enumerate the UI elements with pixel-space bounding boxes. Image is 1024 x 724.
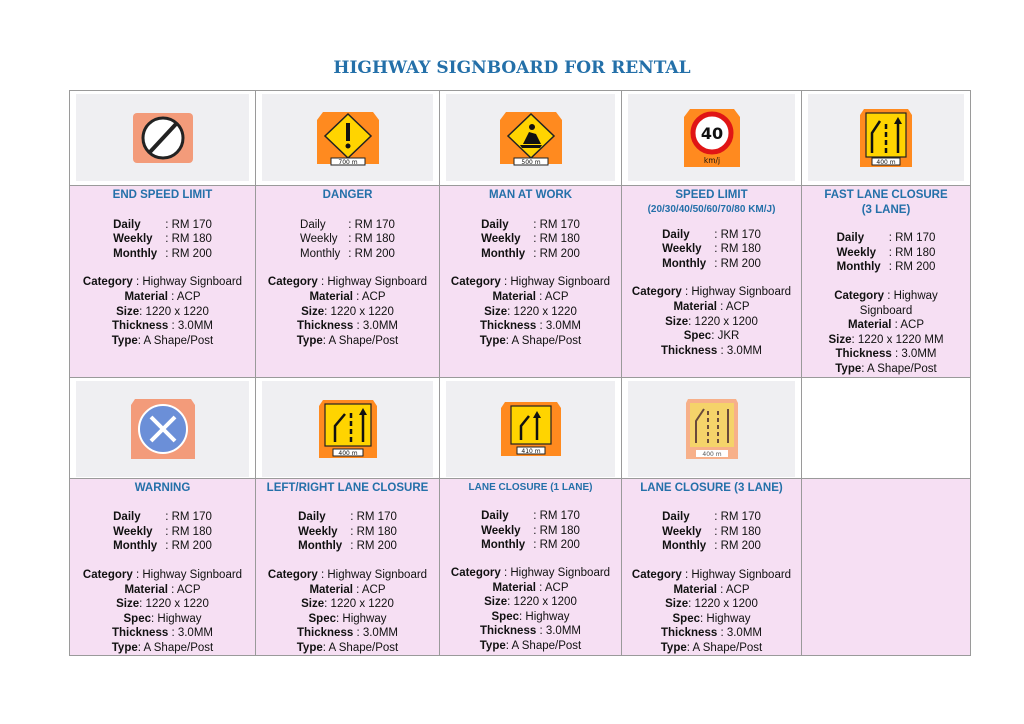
spec-label: Thickness: [297, 627, 354, 640]
spec-value: : 1220 x 1220: [324, 598, 394, 611]
price-value: : RM 170: [533, 510, 580, 523]
item-name: LANE CLOSURE (1 LANE): [468, 481, 593, 493]
card-image-end-speed-limit: [70, 91, 256, 186]
price-value: : RM 200: [165, 540, 212, 553]
price-list: [662, 228, 761, 272]
spec-label: Material: [492, 290, 536, 303]
spec-label: Thickness: [661, 344, 718, 357]
price-value: : RM 180: [165, 525, 212, 538]
item-subtitle: (3 LANE): [861, 203, 911, 216]
spec-label: Material: [673, 583, 717, 596]
spec-label: Category: [82, 568, 133, 581]
spec-label: Thickness: [835, 348, 892, 361]
lane-closure-1-icon: [499, 400, 563, 458]
price-value: : RM 180: [348, 233, 395, 246]
price-label: Daily: [481, 218, 509, 231]
price-value: : RM 200: [533, 539, 580, 552]
spec-value: : ACP: [352, 290, 386, 303]
spec-label: Type: [660, 641, 687, 654]
spec-value: : Highway Signboard: [500, 566, 611, 579]
spec-label: Material: [124, 583, 168, 596]
spec-list: [440, 566, 621, 654]
price-label: Daily: [298, 511, 326, 524]
item-subtitle: (20/30/40/50/60/70/80 KM/J): [647, 203, 776, 215]
spec-value: : 3.0MM: [891, 348, 937, 361]
distance-plate: 500 m: [520, 158, 541, 166]
spec-value: : Highway Signboard: [132, 568, 243, 581]
price-label: Daily: [113, 218, 141, 231]
spec-value: : ACP: [716, 300, 750, 313]
distance-plate: 700 m: [337, 158, 358, 166]
spec-value: : 3.0MM: [536, 320, 581, 333]
spec-value: : A Shape/Post: [137, 334, 214, 347]
price-label: Weekly: [481, 524, 521, 537]
price-list: [113, 218, 212, 262]
spec-label: Type: [111, 641, 138, 654]
card-image-left-right-lane-closure: [256, 377, 440, 478]
spec-value: : ACP: [167, 290, 201, 303]
price-label: Monthly: [113, 247, 158, 260]
price-list: [662, 510, 761, 554]
spec-label: Material: [309, 583, 353, 596]
empty-cell: [802, 377, 971, 478]
spec-label: Category: [267, 568, 318, 581]
spec-label: Category: [834, 289, 885, 302]
price-value: : RM 180: [714, 243, 761, 256]
spec-label: Thickness: [297, 320, 354, 333]
price-list: [298, 510, 397, 554]
price-label: Monthly: [481, 539, 526, 552]
item-name: WARNING: [134, 481, 191, 494]
price-label: Weekly: [662, 243, 702, 256]
item-name: FAST LANE CLOSURE: [824, 189, 948, 201]
spec-label: Thickness: [112, 320, 169, 333]
spec-label: Type: [479, 639, 506, 652]
price-list: [113, 510, 212, 554]
danger-exclamation-icon: [313, 108, 383, 168]
spec-label: Category: [450, 276, 501, 289]
price-label: Daily: [662, 228, 690, 241]
price-value: : RM 180: [533, 524, 580, 537]
price-value: : RM 200: [348, 247, 395, 260]
spec-value: : ACP: [167, 583, 201, 596]
speed-limit-icon: [682, 107, 742, 169]
spec-list: [70, 568, 255, 656]
image-row-1: [70, 91, 971, 186]
spec-label: Category: [631, 568, 682, 581]
distance-plate: 410 m: [520, 447, 541, 455]
spec-label: Material: [847, 319, 892, 332]
spec-label: Size: [116, 598, 140, 611]
spec-value: : Highway Signboard: [317, 568, 428, 581]
price-value: : RM 200: [350, 540, 397, 553]
spec-value: : 3.0MM: [717, 627, 762, 640]
spec-list: [70, 275, 255, 348]
price-value: : RM 170: [714, 228, 761, 241]
spec-value: : Highway: [700, 612, 751, 625]
price-value: : RM 180: [165, 233, 212, 246]
card-image-warning: [70, 377, 256, 478]
spec-label: Type: [296, 334, 323, 347]
fast-lane-closure-icon: [858, 107, 914, 169]
spec-label: Size: [665, 598, 689, 611]
spec-label: Type: [835, 362, 862, 375]
price-list: [481, 218, 580, 262]
price-value: : RM 170: [348, 218, 395, 231]
price-label: Daily: [481, 510, 509, 523]
info-row-2: [70, 478, 971, 656]
price-label: Monthly: [300, 247, 341, 260]
price-label: Weekly: [481, 233, 521, 246]
card-info-end-speed-limit: [70, 186, 256, 378]
price-value: : RM 170: [714, 511, 761, 524]
spec-list: [622, 568, 801, 656]
spec-label: Size: [484, 596, 508, 609]
spec-label: Thickness: [112, 627, 169, 640]
price-label: Daily: [300, 218, 326, 231]
spec-label: Thickness: [480, 320, 537, 333]
price-label: Weekly: [113, 233, 153, 246]
price-label: Daily: [836, 232, 865, 245]
lane-closure-3-icon: [684, 397, 740, 461]
spec-value: : 1220 x 1220 MM: [851, 333, 944, 346]
spec-label: Spec: [308, 612, 336, 625]
spec-value: : 3.0MM: [717, 344, 762, 357]
speed-unit: km/j: [703, 155, 720, 165]
card-image-lane-closure-1: [440, 377, 622, 478]
spec-list: [256, 568, 439, 656]
card-image-fast-lane-closure: [802, 91, 971, 186]
spec-label: Size: [828, 333, 852, 346]
spec-label: Size: [665, 315, 689, 328]
price-value: : RM 180: [350, 525, 397, 538]
spec-list: [256, 275, 439, 348]
spec-label: Size: [484, 305, 508, 318]
price-value: : RM 170: [350, 511, 397, 524]
item-name: LANE CLOSURE (3 LANE): [640, 481, 783, 494]
price-label: Weekly: [300, 233, 338, 246]
spec-label: Type: [479, 334, 506, 347]
info-row-1: [70, 186, 971, 378]
spec-value: : 3.0MM: [353, 627, 398, 640]
price-value: : RM 180: [888, 246, 936, 259]
spec-value: : 3.0MM: [353, 320, 398, 333]
spec-label: Thickness: [661, 627, 718, 640]
spec-label: Spec: [683, 330, 712, 343]
price-value: : RM 200: [714, 540, 761, 553]
card-image-danger: [256, 91, 440, 186]
spec-value: : A Shape/Post: [322, 641, 399, 654]
man-at-work-icon: [496, 108, 566, 168]
price-value: : RM 180: [533, 233, 580, 246]
price-label: Weekly: [298, 525, 338, 538]
spec-label: Spec: [491, 610, 519, 623]
price-label: Daily: [113, 511, 141, 524]
spec-value: : A Shape/Post: [505, 639, 582, 652]
price-label: Weekly: [836, 246, 877, 259]
spec-value: : Highway: [336, 612, 387, 625]
spec-value: : 1220 x 1200: [688, 598, 758, 611]
price-value: : RM 170: [533, 218, 580, 231]
price-label: Monthly: [662, 540, 707, 553]
spec-label: Spec: [672, 612, 700, 625]
spec-value: : 3.0MM: [168, 627, 213, 640]
spec-value: : ACP: [716, 583, 750, 596]
spec-value: : ACP: [535, 290, 569, 303]
spec-value: : 1220 x 1220: [507, 305, 577, 318]
spec-label: Category: [631, 286, 682, 299]
speed-value: 40: [700, 123, 723, 143]
price-value: : RM 180: [714, 525, 761, 538]
card-info-speed-limit: [622, 186, 802, 378]
spec-value: : 1220 x 1220: [139, 598, 209, 611]
signboard-table: [69, 90, 971, 656]
spec-label: Type: [111, 334, 138, 347]
item-name: SPEED LIMIT: [675, 189, 748, 201]
distance-plate: 400 m: [701, 450, 722, 458]
price-label: Monthly: [298, 540, 343, 553]
distance-plate: 400 m: [876, 158, 896, 166]
spec-value: : A Shape/Post: [137, 641, 214, 654]
spec-label: Category: [82, 276, 133, 289]
spec-value: Signboard: [859, 304, 913, 317]
price-value: : RM 200: [533, 247, 580, 260]
page-title: HIGHWAY SIGNBOARD FOR RENTAL: [333, 58, 691, 78]
spec-list: [440, 275, 621, 348]
price-value: : RM 200: [165, 247, 212, 260]
spec-value: : JKR: [711, 330, 740, 343]
spec-label: Spec: [123, 612, 151, 625]
price-list: [837, 231, 936, 275]
item-name: LEFT/RIGHT LANE CLOSURE: [266, 481, 429, 494]
price-value: : RM 200: [714, 257, 761, 270]
spec-value: : 1220 x 1220: [139, 305, 209, 318]
price-label: Weekly: [113, 525, 153, 538]
spec-label: Category: [267, 276, 318, 289]
spec-label: Category: [450, 566, 501, 579]
spec-value: : Highway Signboard: [681, 568, 792, 581]
spec-value: : ACP: [535, 581, 569, 594]
empty-cell: [802, 478, 971, 656]
price-label: Daily: [662, 511, 690, 524]
item-name: END SPEED LIMIT: [112, 189, 213, 201]
distance-plate: 400 m: [337, 449, 358, 457]
spec-label: Type: [296, 641, 323, 654]
end-speed-limit-icon: [128, 110, 198, 166]
price-value: : RM 170: [165, 218, 212, 231]
price-list: [300, 218, 395, 262]
card-info-lane-closure-3: [622, 478, 802, 656]
price-label: Weekly: [662, 525, 702, 538]
item-name: MAN AT WORK: [488, 189, 573, 201]
spec-value: : 3.0MM: [168, 320, 213, 333]
spec-label: Size: [116, 305, 140, 318]
spec-value: : Highway Signboard: [317, 276, 428, 289]
spec-list: [622, 285, 801, 358]
spec-value: : A Shape/Post: [861, 362, 937, 375]
card-image-lane-closure-3: [622, 377, 802, 478]
spec-value: : Highway Signboard: [681, 286, 792, 299]
spec-label: Material: [124, 290, 168, 303]
spec-value: : Highway: [884, 289, 938, 302]
spec-label: Material: [309, 290, 353, 303]
price-value: : RM 200: [888, 261, 936, 274]
spec-value: : 1220 x 1200: [688, 315, 758, 328]
spec-value: : Highway Signboard: [500, 276, 611, 289]
price-label: Monthly: [113, 540, 158, 553]
spec-value: : A Shape/Post: [686, 641, 763, 654]
card-info-danger: [256, 186, 440, 378]
price-label: Monthly: [481, 247, 526, 260]
card-info-man-at-work: [440, 186, 622, 378]
spec-value: : 1220 x 1200: [507, 596, 577, 609]
left-right-lane-closure-icon: [317, 398, 379, 460]
spec-value: : Highway Signboard: [132, 276, 243, 289]
spec-value: : 3.0MM: [536, 625, 581, 638]
card-info-left-right-lane-closure: [256, 478, 440, 656]
warning-x-icon: [129, 397, 197, 461]
spec-value: : A Shape/Post: [322, 334, 399, 347]
price-label: Monthly: [662, 257, 707, 270]
spec-value: : ACP: [352, 583, 386, 596]
image-row-2: [70, 377, 971, 478]
spec-label: Material: [673, 300, 717, 313]
card-image-speed-limit: [622, 91, 802, 186]
card-info-lane-closure-1: [440, 478, 622, 656]
card-image-man-at-work: [440, 91, 622, 186]
price-label: Monthly: [836, 261, 881, 274]
item-name: DANGER: [322, 189, 373, 201]
spec-value: : A Shape/Post: [505, 334, 582, 347]
spec-value: : Highway: [519, 610, 570, 623]
spec-list: [802, 289, 970, 377]
spec-label: Material: [492, 581, 536, 594]
spec-value: : 1220 x 1220: [324, 305, 394, 318]
spec-label: Size: [301, 598, 325, 611]
spec-label: Size: [301, 305, 325, 318]
spec-label: Thickness: [480, 625, 537, 638]
card-info-warning: [70, 478, 256, 656]
price-value: : RM 170: [165, 511, 212, 524]
card-info-fast-lane-closure: [802, 186, 971, 378]
price-list: [481, 509, 580, 553]
price-value: : RM 170: [888, 232, 936, 245]
spec-value: : Highway: [151, 612, 202, 625]
spec-value: : ACP: [891, 319, 925, 332]
